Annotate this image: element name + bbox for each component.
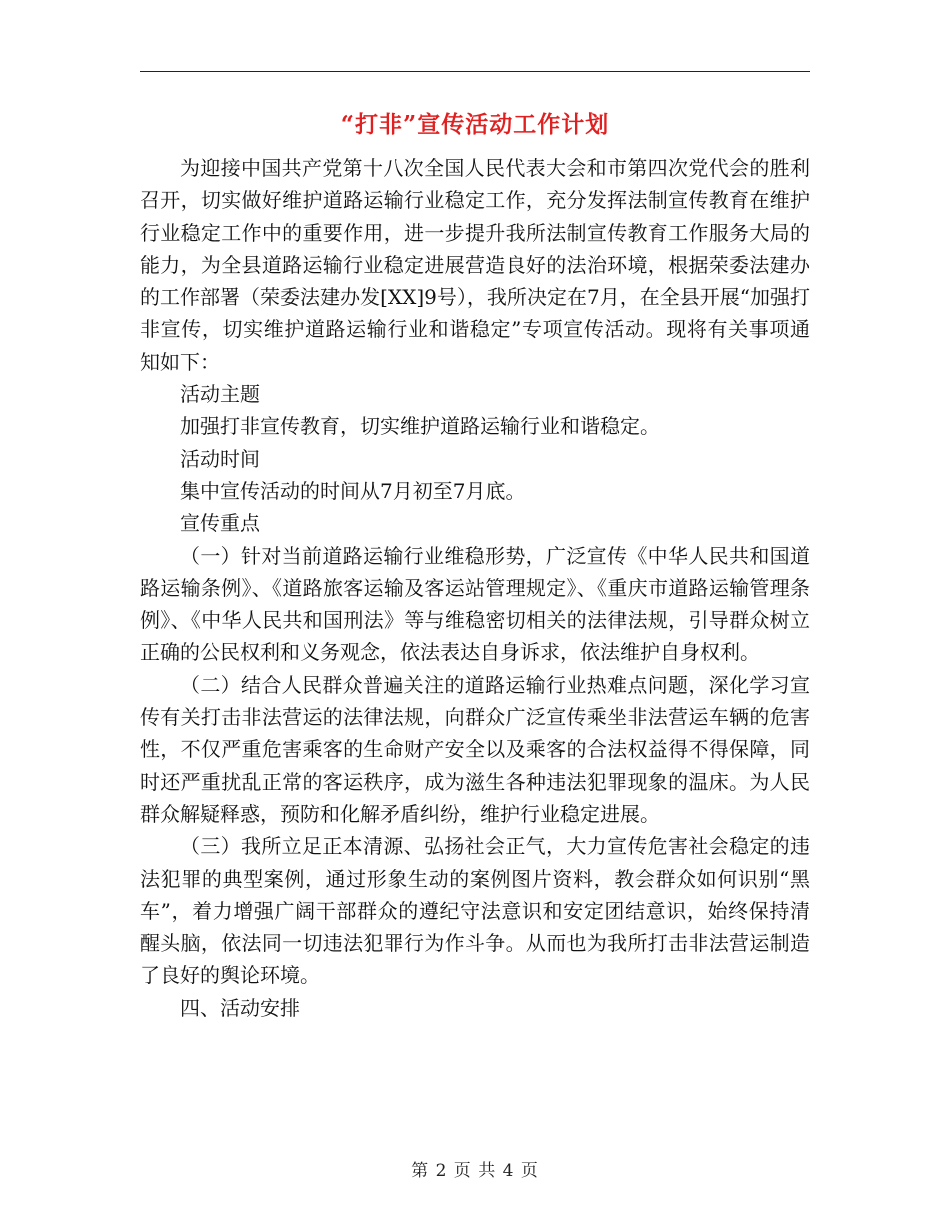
focus-item-3: （三）我所立足正本清源、弘扬社会正气，大力宣传危害社会稳定的违法犯罪的典型案例，通过形象生动的案例图片资料，教会群众如何识别“黑车”，着力增强广阔干部群众的遵纪守法意识和安定团结意识，始终保持清醒头脑，依法同一切违法犯罪行为作斗争。从而也为我所打击非法营运制造了良好的舆论环境。 [140, 834, 810, 988]
section-heading-time: 活动时间 [180, 446, 260, 471]
focus-item-1: （一）针对当前道路运输行业维稳形势，广泛宣传《中华人民共和国道路运输条例》、《道路旅客运输及客运站管理规定》、《重庆市道路运输管理条例》、《中华人民共和国刑法》等与维稳密切相关的法律法规，引导群众树立正确的公民权利和义务观念，依法表达自身诉求，依法维护自身权利。 [140, 543, 810, 665]
focus-item-2: （二）结合人民群众普遍关注的道路运输行业热难点问题，深化学习宣传有关打击非法营运的法律法规，向群众广泛宣传乘坐非法营运车辆的危害性，不仅严重危害乘客的生命财产安全以及乘客的合法权益得不得保障，同时还严重扰乱正常的客运秩序，成为滋生各种违法犯罪现象的温床。为人民群众解疑释惑，预防和化解矛盾纠纷，维护行业稳定进展。 [140, 672, 810, 826]
time-paragraph: 集中宣传活动的时间从7月初至7月底。 [180, 478, 526, 503]
intro-paragraph: 为迎接中国共产党第十八次全国人民代表大会和市第四次党代会的胜利召开，切实做好维护道路运输行业稳定工作，充分发挥法制宣传教育在维护行业稳定工作中的重要作用，进一步提升我所法制宣传教育工作服务大局的能力，为全县道路运输行业稳定进展营造良好的法治环境，根据荣委法建办的工作部署（荣委法建办发[XX]9号），我所决定在7月，在全县开展“加强打非宣传，切实维护道路运输行业和谐稳定”专项宣传活动。现将有关事项通知如下： [140, 156, 810, 374]
page-footer: 第 2 页 共 4 页 [411, 1161, 539, 1181]
section-heading-focus: 宣传重点 [180, 511, 260, 536]
theme-paragraph: 加强打非宣传教育，切实维护道路运输行业和谐稳定。 [180, 414, 660, 439]
section-heading-arrangement: 四、活动安排 [180, 995, 300, 1020]
header-rule [140, 71, 810, 72]
document-body [140, 152, 810, 1024]
section-heading-theme: 活动主题 [180, 382, 260, 407]
document-title: “打非”宣传活动工作计划 [340, 111, 610, 138]
